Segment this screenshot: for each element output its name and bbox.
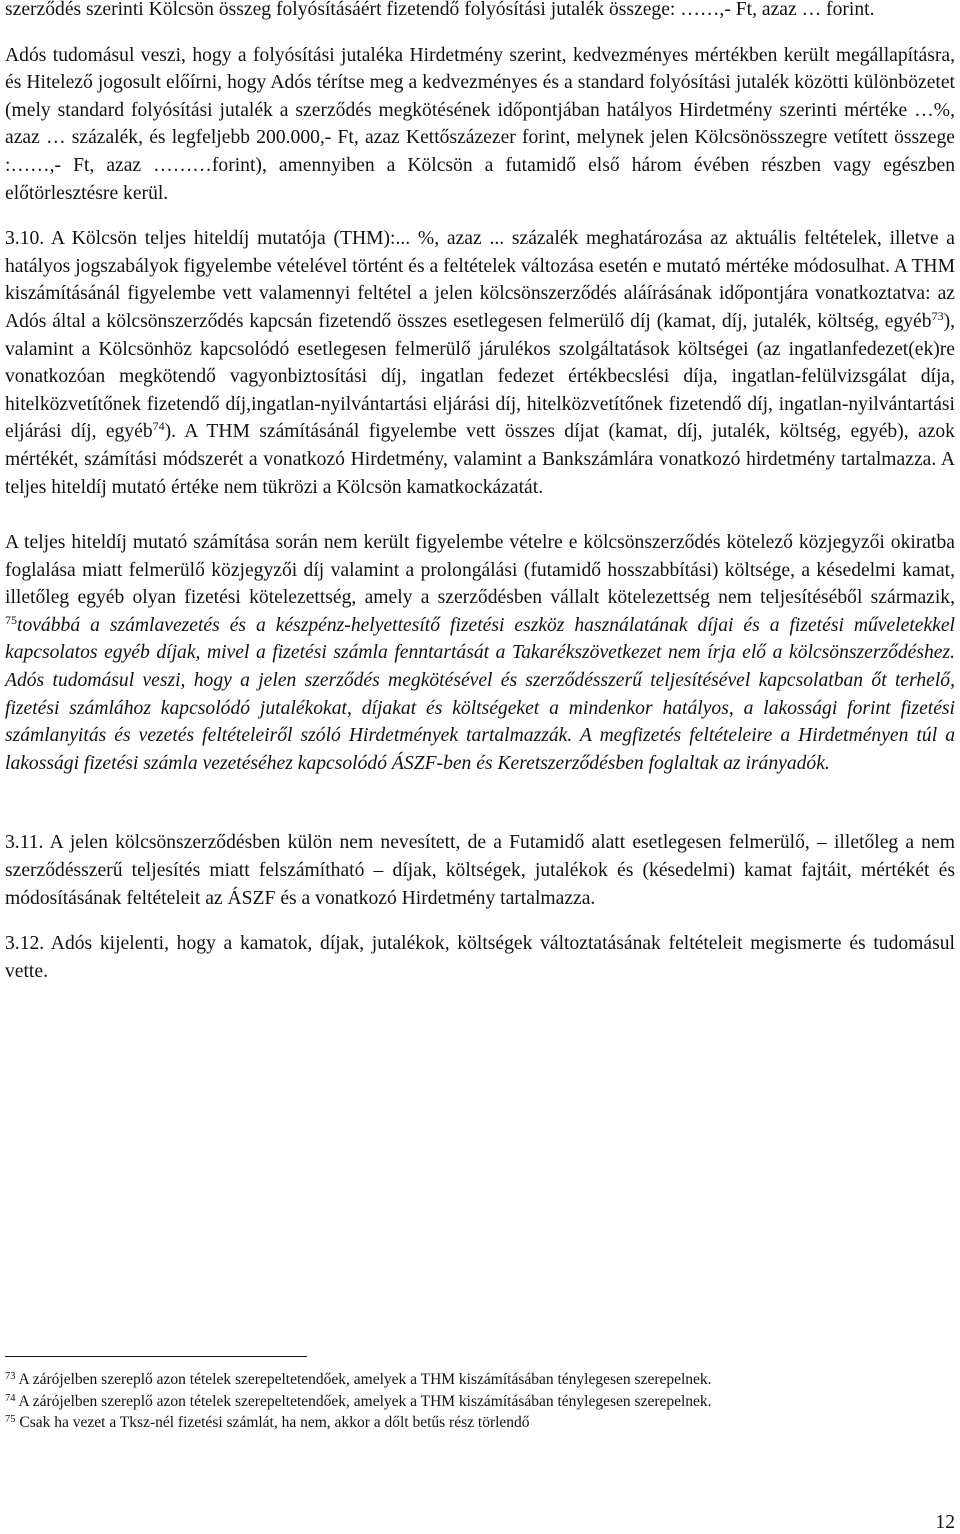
paragraph-3-11: 3.11. A jelen kölcsönszerződésben külön nem nevesített, de a Futamidő alatt esetlegesen felmerülő, – illetőleg a nem szerződésszerű teljesítés miatt felszámítható – díjak, költségek, jutalékok és (késedelmi) kamat fajtáit, mértékét és módosításának feltételeit az ÁSZF és a vonatkozó Hirdetmény tartalmazza. (5, 832, 955, 909)
footnote-number: 73 (5, 1371, 16, 1382)
footnote-number: 75 (5, 1414, 16, 1425)
footnote-74 (5, 1391, 955, 1413)
footnote-75 (5, 1412, 955, 1434)
paragraph-thm-exclusions (5, 529, 955, 777)
thm-text-part-a: 3.10. A Kölcsön teljes hiteldíj mutatója (THM):... %, azaz ... százalék meghatározása az aktuális feltételek, illetve a hatályos jogszabályok figyelembe vételével történt és a feltételek változása esetén e mutató mértéke módosulhat. A THM kiszámításánál figyelembe vett valamennyi feltétel a jelen kölcsönszerződés aláírásának időpontjára vonatkoztatva: az Adós által a kölcsönszerződés kapcsán fizetendő összes esetlegesen felmerülő díj (kamat, díj, jutalék, költség, egyéb (5, 228, 955, 332)
footnote-73 (5, 1369, 955, 1391)
paragraph-3-10-thm (5, 225, 955, 501)
footnote-text: A zárójelben szereplő azon tételek szerepeltetendőek, amelyek a THM kiszámításában ténylegesen szerepelnek. (18, 1371, 712, 1388)
paragraph-standard-fee-difference: Adós tudomásul veszi, hogy a folyósítási jutaléka Hirdetmény szerint, kedvezményes mértékben került megállapításra, és Hitelező jogosult előírni, hogy Adós térítse meg a kedvezményes és a standard folyósítási jutalék közötti különbözetet (mely standard folyósítási jutalék a szerződés megkötésének időpontjában hatályos Hirdetmény szerinti mértéke …%, azaz … százalék, és legfeljebb 200.000,- Ft, azaz Kettőszázezer forint, melynek jelen Kölcsönösszegre vetített összege :……,- Ft, azaz ………forint), amennyiben a Kölcsön a futamidő első három évében részben vagy egészben előtörlesztésre kerül. (5, 44, 955, 204)
exclusions-text: A teljes hiteldíj mutató számítása során nem került figyelembe vételre e kölcsönszerződés kötelező közjegyzői okiratba foglalása miatt felmerülő közjegyzői díj valamint a prolongálási (futamidő hosszabbítási) költsége, a késedelmi kamat, illetőleg egyéb olyan fizetési kötelezettség, amely a szerződésben vállalt kötelezettség nem teljesítéséből származik, (5, 532, 955, 609)
footnote-ref-73: 73 (931, 308, 944, 323)
paragraph-3-12: 3.12. Adós kijelenti, hogy a kamatok, díjak, jutalékok, költségek változtatásának feltételeit megismerte és tudomásul vette. (5, 933, 955, 982)
footnote-separator (5, 1356, 307, 1357)
document-body (5, 0, 955, 985)
footnote-ref-75: 75 (5, 612, 17, 627)
thm-text-part-b: ), valamint a Kölcsönhöz kapcsolódó esetlegesen felmerülő járulékos szolgáltatások költségei (az ingatlanfedezet(ek)re vonatkozóan megkötendő vagyonbiztosítási díj, ingatlan fedezet értékbecslési díja, ingatlan-felülvizsgálat díja, hitelközvetítőnek fizetendő díj,ingatlan-nyilvántartási eljárási díj, hitelközvetítőnek fizetendő díj, ingatlan-nyilvántartási eljárási díj, egyéb (5, 310, 955, 443)
footnote-ref-74: 74 (152, 419, 165, 434)
footnote-text: A zárójelben szereplő azon tételek szerepeltetendőek, amelyek a THM kiszámításában ténylegesen szerepelnek. (18, 1392, 712, 1410)
footnote-number: 74 (5, 1392, 16, 1404)
footnotes (5, 1356, 955, 1434)
thm-text-part-c: ). A THM számításánál figyelembe vett összes díjat (kamat, díj, jutalék, költség, egyéb), azok mértékét, számítási módszerét a vonatkozó Hirdetmény, valamint a Bankszámlára vonatkozó hirdetmény tartalmazza. A teljes hiteldíj mutató értéke nem tükrözi a Kölcsön kamatkockázatát. (5, 421, 955, 498)
exclusions-italic-text: továbbá a számlavezetés és a készpénz-helyettesítő fizetési eszköz használatának díjai és a fizetési műveletekkel kapcsolatos egyéb díjak, mivel a fizetési számla fenntartását a Takarékszövetkezet nem írja elő a kölcsönszerződéshez. Adós tudomásul veszi, hogy a jelen szerződés megkötésével és szerződésszerű teljesítésével kapcsolatban őt terhelő, fizetési számlához kapcsolódó jutalékokat, díjakat és költségeket a mindenkor hatályos, a lakossági forint fizetési számlanyitás és vezetés feltételeiről szóló Hirdetmények tartalmazzák. A megfizetés feltételeire a Hirdetményen túl a lakossági fizetési számla vezetéséhez kapcsolódó ÁSZF-ben és Keretszerződésben foglaltak az irányadók. (5, 614, 955, 774)
page-number: 12 (935, 1512, 955, 1533)
footnote-text: Csak ha vezet a Tksz-nél fizetési számlát, ha nem, akkor a dőlt betűs rész törlendő (19, 1414, 530, 1431)
paragraph-disbursement-fee: szerződés szerinti Kölcsön összeg folyósításáért fizetendő folyósítási jutalék összege: ……,- Ft, azaz … forint. (5, 0, 875, 20)
